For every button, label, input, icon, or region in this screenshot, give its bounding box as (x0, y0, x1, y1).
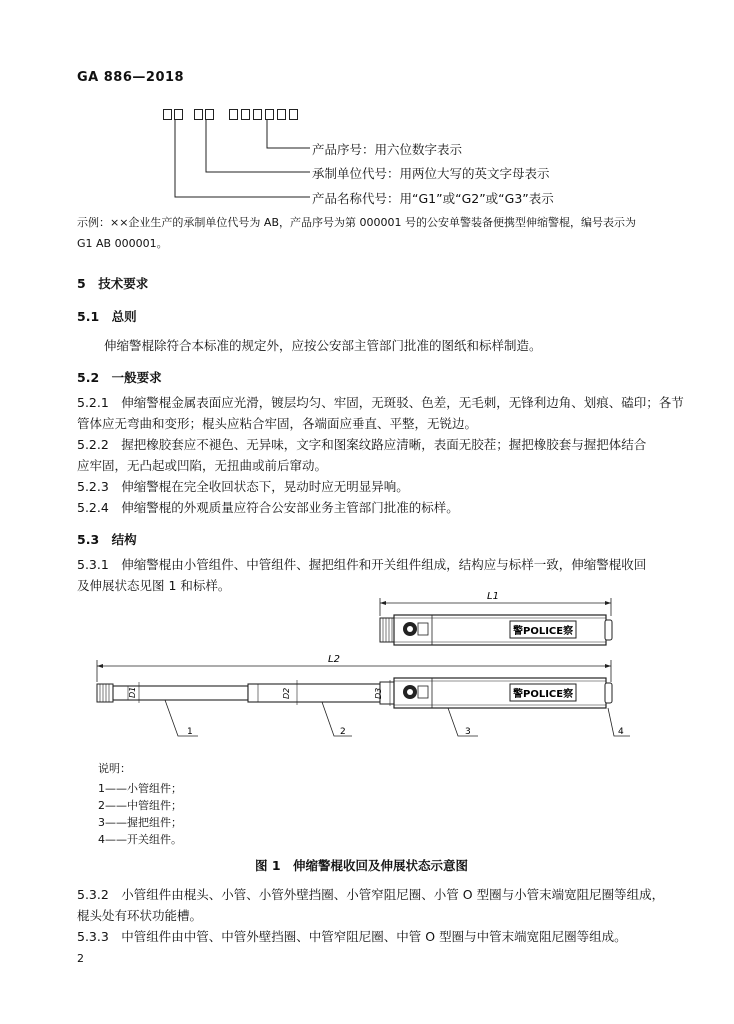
section-5-2-2-line-2: 应牢固，无凸起或凹陷，无扭曲或前后窜动。 (77, 458, 328, 473)
section-5-3-2-line-2: 棍头处有环状功能槽。 (77, 908, 203, 923)
legend-item-1: 1——小管组件； (98, 782, 182, 795)
code-format-leaders (0, 0, 734, 220)
expanded-baton (97, 654, 630, 737)
dim-d3-label: D3 (374, 687, 383, 699)
code-unit-label: 承制单位代号：用两位大写的英文字母表示 (312, 166, 550, 181)
example-line-1: 示例：××企业生产的承制单位代号为 AB，产品序号为第 000001 号的公安单警装备便携型伸缩警棍，编号表示为 (77, 216, 636, 229)
dim-l2-label: L2 (328, 654, 340, 665)
section-5-2-1-line-2: 管体应无弯曲和变形；棍头应粘合牢固，各端面应垂直、平整，无锐边。 (77, 416, 478, 431)
collapsed-baton (380, 591, 612, 645)
legend-item-3: 3——握把组件； (98, 816, 182, 829)
section-5-heading: 5 技术要求 (77, 276, 149, 291)
dim-d2-label: D2 (282, 687, 291, 699)
section-5-1-heading: 5.1 总则 (77, 309, 137, 324)
section-5-3-1-line-1: 5.3.1 伸缩警棍由小管组件、中管组件、握把组件和开关组件组成，结构应与标样一致，伸缩警棍收回 (77, 557, 647, 572)
section-5-2-2-line-1: 5.2.2 握把橡胶套应不褪色、无异味，文字和图案纹路应清晰，表面无胶茬；握把橡胶套与握把体结合 (77, 437, 647, 452)
figure-caption: 图 1 伸缩警棍收回及伸展状态示意图 (255, 858, 469, 873)
callout-4: 4 (618, 727, 624, 737)
dim-l1-label: L1 (487, 591, 499, 602)
callout-2: 2 (340, 727, 346, 737)
dim-d1-label: D1 (128, 686, 137, 698)
section-5-2-heading: 5.2 一般要求 (77, 370, 162, 385)
section-5-3-2-line-1: 5.3.2 小管组件由棍头、小管、小管外壁挡圈、小管窄阻尼圈、小管 O 型圈与小管末端宽阻尼圈等组成， (77, 887, 665, 902)
section-5-2-1-line-1: 5.2.1 伸缩警棍金属表面应光滑，镀层均匀、牢固，无斑驳、色差，无毛刺，无锋利边角、划痕、磕印；各节 (77, 395, 684, 410)
callout-1: 1 (187, 727, 193, 737)
legend-item-2: 2——中管组件； (98, 799, 182, 812)
legend-item-4: 4——开关组件。 (98, 833, 182, 846)
standard-number: GA 886—2018 (77, 70, 185, 85)
grip-text-expanded: 警POLICE察 (513, 689, 574, 700)
code-name-label: 产品名称代号：用“G1”或“G2”或“G3”表示 (312, 191, 554, 206)
section-5-1-text: 伸缩警棍除符合本标准的规定外，应按公安部主管部门批准的图纸和标样制造。 (104, 338, 542, 353)
example-line-2: G1 AB 000001。 (77, 237, 168, 250)
section-5-2-3: 5.2.3 伸缩警棍在完全收回状态下，晃动时应无明显异响。 (77, 479, 409, 494)
figure-1-drawing (0, 590, 734, 750)
code-serial-label: 产品序号：用六位数字表示 (312, 142, 463, 157)
section-5-3-3: 5.3.3 中管组件由中管、中管外壁挡圈、中管窄阻尼圈、中管 O 型圈与中管末端宽阻尼圈等组成。 (77, 929, 627, 944)
grip-text-collapsed: 警POLICE察 (513, 626, 574, 637)
section-5-2-4: 5.2.4 伸缩警棍的外观质量应符合公安部业务主管部门批准的标样。 (77, 500, 459, 515)
legend-title: 说明： (98, 762, 131, 775)
section-5-3-heading: 5.3 结构 (77, 532, 137, 547)
page-number: 2 (77, 952, 84, 965)
callout-3: 3 (465, 727, 471, 737)
section-5-3-1-line-2: 及伸展状态见图 1 和标样。 (77, 578, 231, 593)
